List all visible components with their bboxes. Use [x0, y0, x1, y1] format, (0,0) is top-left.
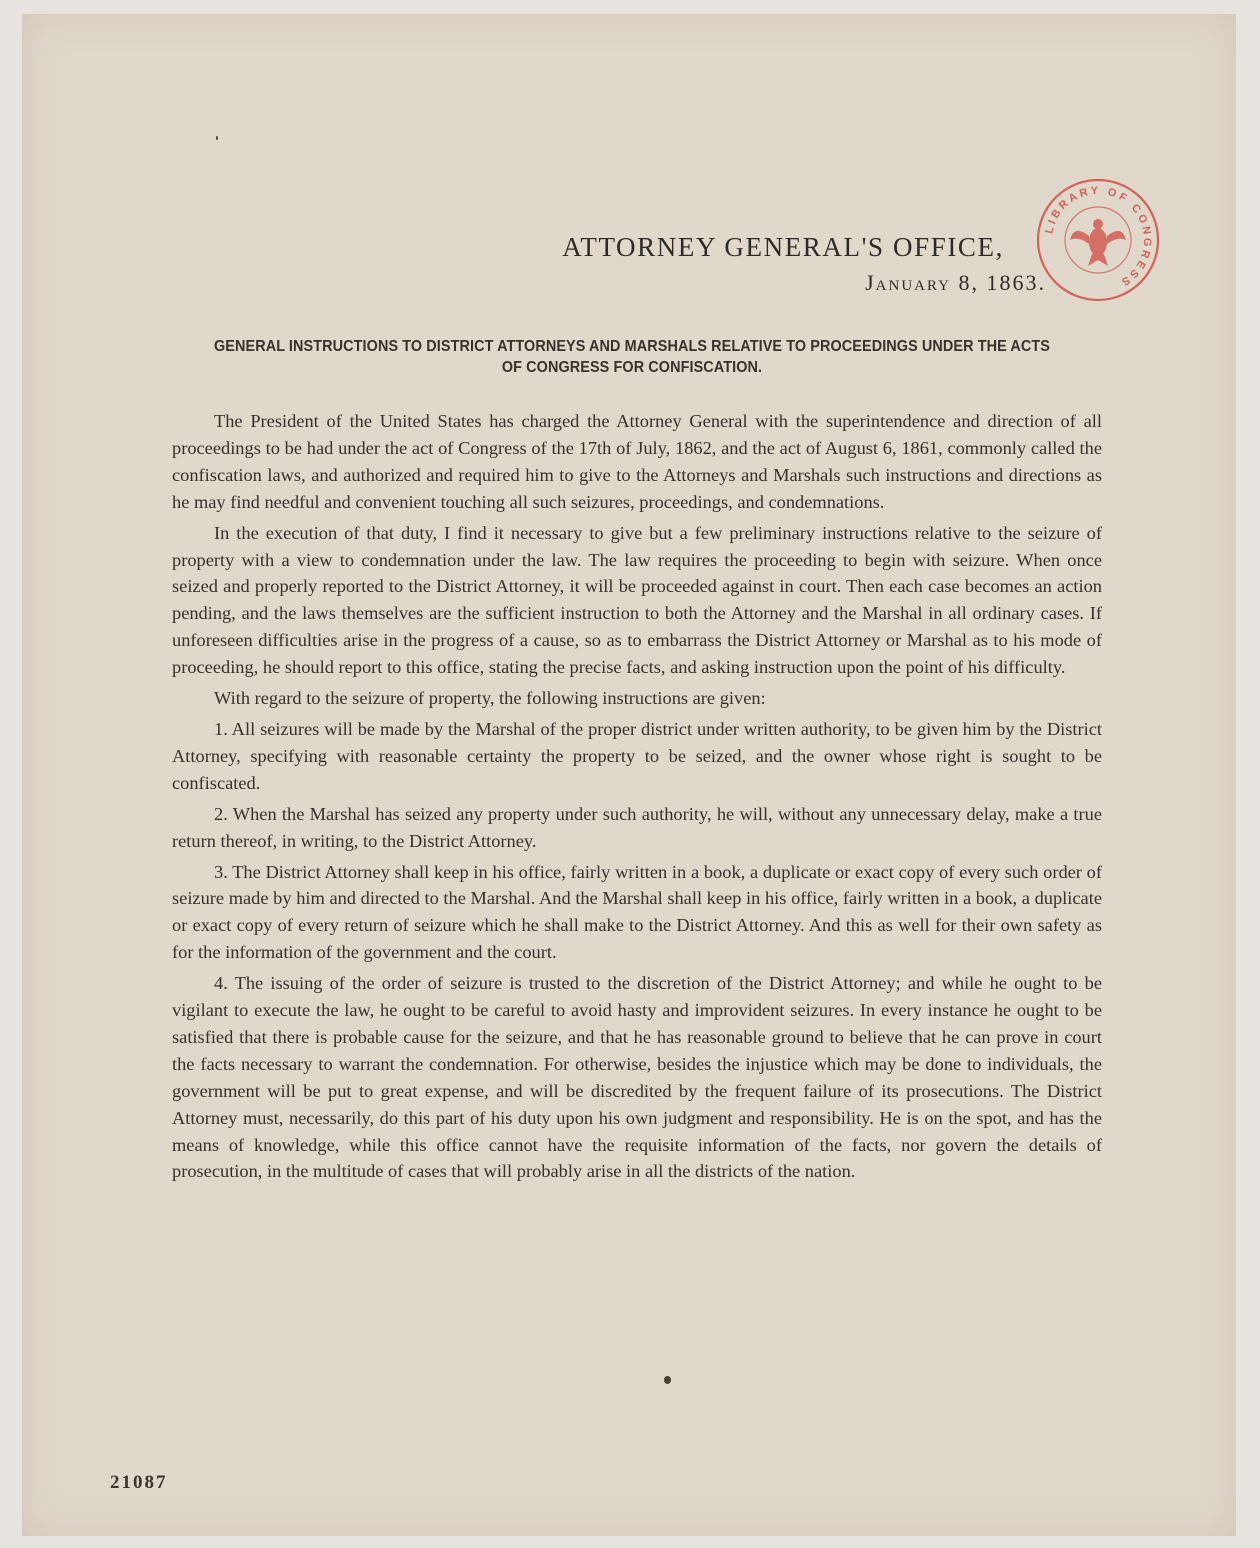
ink-speck: [216, 136, 218, 140]
ink-speck: [664, 1376, 671, 1384]
document-body: [172, 408, 1102, 1189]
paragraph-item-3: 3. The District Attorney shall keep in his office, fairly written in a book, a duplicate or exact copy of every such order of seizure made by him and directed to the Marshal. And the Marshal shall keep in his office, fairly written in a book, a duplicate or exact copy of every return of seizure which he shall make to the District Attorney. And this as well for their own safety as for the information of the government and the court.: [172, 861, 1102, 963]
paragraph-item-2: 2. When the Marshal has seized any property under such authority, he will, without any unnecessary delay, make a true return thereof, in writing, to the District Attorney.: [172, 803, 1102, 851]
paragraph-intro: The President of the United States has charged the Attorney General with the superintendence and direction of all proceedings to be had under the act of Congress of the 17th of July, 1862, and the act of August 6, 1861, commonly called the confiscation laws, and authorized and required him to give to the Attorneys and Marshals such instructions and directions as he may find needful and convenient touching all such seizures, proceedings, and condemnations.: [172, 411, 1102, 512]
office-title: ATTORNEY GENERAL'S OFFICE,: [562, 232, 1004, 262]
office-date: January 8, 1863.: [865, 270, 1046, 295]
paragraph-item-1: 1. All seizures will be made by the Marshal of the proper district under written authority, to be given him by the District Attorney, specifying with reasonable certainty the property to be seized, and the owner whose right is sought to be confiscated.: [172, 718, 1102, 793]
heading-line-2: OF CONGRESS FOR CONFISCATION.: [501, 359, 763, 376]
library-of-congress-stamp-icon: [1034, 176, 1162, 304]
catalog-number: 21087: [110, 1472, 168, 1493]
stamp-text: LIBRARY OF CONGRESS: [1043, 184, 1154, 290]
paragraph-regard: With regard to the seizure of property, the following instructions are given:: [214, 688, 766, 709]
document-page: [22, 14, 1236, 1536]
paragraph-execution: In the execution of that duty, I find it necessary to give but a few preliminary instructions relative to the seizure of property with a view to condemnation under the law. The law requires the proceeding to begin with seizure. When once seized and properly reported to the District Attorney, it will be proceeded against in court. Then each case becomes an action pending, and the laws themselves are the sufficient instruction to both the Attorney and the Marshal in all ordinary cases. If unforeseen difficulties arise in the progress of a cause, so as to embarrass the District Attorney or Marshal as to his mode of proceeding, he should report to this office, stating the precise facts, and asking instruction upon the point of his difficulty.: [172, 522, 1102, 678]
heading-line-1: GENERAL INSTRUCTIONS TO DISTRICT ATTORNEYS AND MARSHALS RELATIVE TO PROCEEDINGS UNDER THE ACTS: [213, 338, 1051, 355]
document-heading: [204, 336, 1060, 378]
paragraph-item-4: 4. The issuing of the order of seizure is trusted to the discretion of the District Attorney; and while he ought to be vigilant to execute the law, he ought to be careful to avoid hasty and improvident seizures. In every instance he ought to be satisfied that there is probable cause for the seizure, and that he has reasonable ground to believe that he can prove in court the facts necessary to warrant the condemnation. For otherwise, besides the injustice which may be done to individuals, the government will be put to great expense, and will be discredited by the frequent failure of its prosecutions. The District Attorney must, necessarily, do this part of his duty upon his own judgment and responsibility. He is on the spot, and has the means of knowledge, while this office cannot have the requisite information of the facts, nor govern the details of prosecution, in the multitude of cases that will probably arise in all the districts of the nation.: [172, 973, 1102, 1182]
